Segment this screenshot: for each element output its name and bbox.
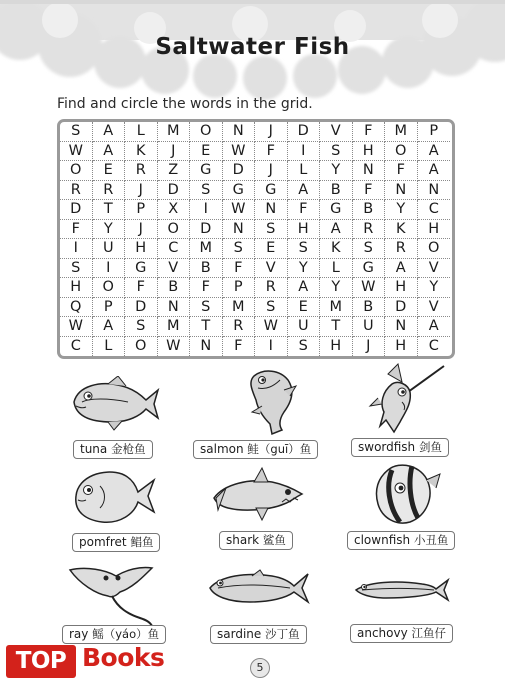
grid-cell[interactable]: D <box>190 220 223 240</box>
grid-cell[interactable]: A <box>288 181 321 201</box>
grid-cell[interactable]: P <box>125 200 158 220</box>
grid-cell[interactable]: X <box>158 200 191 220</box>
grid-cell[interactable]: C <box>428 338 439 355</box>
grid-cell[interactable]: F <box>190 278 223 298</box>
grid-cell[interactable]: N <box>190 337 223 357</box>
grid-cell[interactable]: Y <box>385 200 418 220</box>
grid-cell[interactable]: L <box>93 337 126 357</box>
grid-cell[interactable]: H <box>385 278 418 298</box>
grid-cell[interactable]: L <box>288 161 321 181</box>
grid-cell[interactable]: V <box>255 259 288 279</box>
label-swordfish-zh: 剑鱼 <box>419 440 442 454</box>
grid-cell[interactable]: J <box>158 142 191 162</box>
label-anchovy-en: anchovy <box>357 626 408 640</box>
grid-cell[interactable]: W <box>223 200 256 220</box>
grid-cell[interactable]: T <box>320 317 353 337</box>
grid-cell[interactable]: F <box>353 122 386 142</box>
label-anchovy-zh: 江鱼仔 <box>411 626 447 640</box>
instruction-text: Find and circle the words in the grid. <box>57 96 313 112</box>
label-tuna-zh: 金枪鱼 <box>111 442 146 456</box>
grid-cell[interactable]: A <box>418 317 451 337</box>
grid-cell[interactable]: I <box>93 259 126 279</box>
grid-cell[interactable]: F <box>288 200 321 220</box>
grid-cell[interactable]: B <box>353 200 386 220</box>
grid-cell[interactable]: I <box>255 337 288 357</box>
grid-cell[interactable]: J <box>125 181 158 201</box>
grid-cell[interactable]: R <box>60 181 93 201</box>
grid-cell[interactable]: S <box>353 239 386 259</box>
grid-cell[interactable]: D <box>125 298 158 318</box>
grid-cell[interactable]: E <box>93 161 126 181</box>
grid-cell[interactable]: F <box>385 161 418 181</box>
grid-cell[interactable]: K <box>385 220 418 240</box>
grid-cell[interactable]: P <box>418 122 451 142</box>
grid-cell[interactable]: B <box>353 298 386 318</box>
grid-cell[interactable]: L <box>320 259 353 279</box>
grid-cell[interactable]: N <box>255 200 288 220</box>
grid-cell[interactable]: S <box>288 337 321 357</box>
grid-cell[interactable]: G <box>190 161 223 181</box>
grid-cell[interactable]: H <box>385 337 418 357</box>
label-ray-en: ray <box>69 627 89 641</box>
grid-cell[interactable]: N <box>158 298 191 318</box>
grid-cell[interactable]: R <box>385 239 418 259</box>
grid-cell[interactable]: N <box>418 181 451 201</box>
label-clownfish-en: clownfish <box>354 533 411 547</box>
grid-cell[interactable]: T <box>93 200 126 220</box>
label-shark <box>219 531 293 550</box>
grid-cell[interactable]: J <box>255 122 288 142</box>
label-swordfish <box>351 438 449 457</box>
grid-cell[interactable]: I <box>60 239 93 259</box>
grid-cell[interactable]: H <box>125 239 158 259</box>
grid-cell[interactable]: G <box>320 200 353 220</box>
grid-cell[interactable]: S <box>320 142 353 162</box>
grid-cell[interactable]: V <box>418 298 451 318</box>
grid-cell[interactable]: M <box>320 298 353 318</box>
label-shark-zh: 鲨鱼 <box>262 533 286 547</box>
grid-cell[interactable]: O <box>190 122 223 142</box>
grid-cell[interactable]: P <box>93 298 126 318</box>
topbooks-logo <box>0 638 190 684</box>
grid-cell[interactable]: G <box>255 181 288 201</box>
grid-cell[interactable]: S <box>125 317 158 337</box>
grid-cell[interactable]: W <box>60 142 93 162</box>
grid-cell[interactable]: S <box>60 259 93 279</box>
grid-cell[interactable]: M <box>385 122 418 142</box>
grid-cell[interactable]: J <box>125 220 158 240</box>
logo-top-text: TOP <box>6 645 76 678</box>
grid-cell[interactable]: F <box>223 337 256 357</box>
grid-cell[interactable]: A <box>93 142 126 162</box>
grid-cell[interactable]: M <box>223 298 256 318</box>
grid-cell[interactable]: C <box>60 337 93 357</box>
grid-cell[interactable]: P <box>223 278 256 298</box>
grid-cell[interactable]: H <box>288 220 321 240</box>
grid-cell[interactable]: A <box>418 161 451 181</box>
grid-cell[interactable]: O <box>125 337 158 357</box>
grid-cell[interactable]: H <box>353 142 386 162</box>
grid-cell[interactable]: S <box>288 239 321 259</box>
grid-cell[interactable]: A <box>418 142 451 162</box>
grid-cell[interactable]: D <box>385 298 418 318</box>
grid-cell[interactable]: Y <box>418 278 451 298</box>
anchovy-illustration <box>352 576 450 604</box>
grid-cell[interactable]: B <box>190 259 223 279</box>
grid-cell[interactable]: O <box>418 239 451 259</box>
page-number: 5 <box>250 658 270 678</box>
grid-cell[interactable]: Z <box>158 161 191 181</box>
grid-cell[interactable]: D <box>60 200 93 220</box>
grid-cell[interactable]: R <box>93 181 126 201</box>
grid-cell[interactable]: G <box>125 259 158 279</box>
grid-cell[interactable]: N <box>385 181 418 201</box>
grid-cell[interactable]: K <box>320 239 353 259</box>
grid-cell[interactable]: N <box>223 122 256 142</box>
grid-cell[interactable]: N <box>353 161 386 181</box>
label-clownfish-zh: 小丑鱼 <box>413 533 449 547</box>
grid-cell[interactable]: R <box>353 220 386 240</box>
grid-cell[interactable]: F <box>353 181 386 201</box>
grid-cell[interactable]: I <box>190 200 223 220</box>
logo-books-text: Books <box>82 643 165 672</box>
grid-cell[interactable]: W <box>353 278 386 298</box>
grid-cell[interactable]: K <box>125 142 158 162</box>
label-pomfret <box>72 533 160 552</box>
grid-cell[interactable]: H <box>418 220 451 240</box>
label-shark-en: shark <box>226 533 260 547</box>
grid-cell[interactable]: G <box>223 181 256 201</box>
grid-cell[interactable]: H <box>320 337 353 357</box>
grid-cell[interactable]: O <box>158 220 191 240</box>
grid-cell[interactable]: Y <box>288 259 321 279</box>
grid-cell[interactable]: H <box>60 278 93 298</box>
grid-cell[interactable]: D <box>288 122 321 142</box>
grid-cell[interactable]: E <box>288 298 321 318</box>
grid-cell[interactable]: N <box>223 220 256 240</box>
grid-cell[interactable]: G <box>353 259 386 279</box>
tuna-illustration <box>68 376 160 432</box>
grid-cell[interactable]: Y <box>320 278 353 298</box>
pomfret-illustration <box>70 466 156 528</box>
word-search-grid[interactable] <box>60 122 450 356</box>
grid-cell[interactable]: Y <box>93 220 126 240</box>
ray-illustration <box>66 556 158 628</box>
grid-cell[interactable]: W <box>158 337 191 357</box>
label-ray-zh: 鳐（yáo）鱼 <box>92 627 160 641</box>
label-clownfish <box>347 531 455 550</box>
grid-cell[interactable]: V <box>418 259 451 279</box>
label-sardine-zh: 沙丁鱼 <box>265 627 300 641</box>
grid-cell[interactable]: D <box>158 181 191 201</box>
grid-cell[interactable]: I <box>288 142 321 162</box>
grid-cell[interactable]: U <box>288 317 321 337</box>
sardine-illustration <box>206 568 310 608</box>
salmon-illustration <box>240 366 304 436</box>
grid-cell[interactable]: E <box>190 142 223 162</box>
grid-cell[interactable]: V <box>320 122 353 142</box>
grid-cell[interactable]: M <box>190 239 223 259</box>
grid-cell[interactable]: J <box>353 337 386 357</box>
grid-cell[interactable]: Q <box>60 298 93 318</box>
grid-cell[interactable]: C <box>418 200 451 220</box>
grid-cell[interactable]: O <box>60 161 93 181</box>
grid-cell[interactable]: V <box>158 259 191 279</box>
label-tuna-en: tuna <box>80 442 108 456</box>
grid-cell[interactable]: D <box>223 161 256 181</box>
label-salmon-zh: 鲑（guī）鱼 <box>247 442 312 456</box>
grid-cell[interactable]: M <box>158 317 191 337</box>
grid-cell[interactable]: S <box>223 239 256 259</box>
grid-cell[interactable]: W <box>60 317 93 337</box>
grid-cell[interactable]: B <box>158 278 191 298</box>
label-anchovy <box>350 624 453 643</box>
grid-cell[interactable]: U <box>93 239 126 259</box>
page-title: Saltwater Fish <box>155 34 350 60</box>
grid-cell[interactable]: L <box>125 122 158 142</box>
grid-cell[interactable]: S <box>255 220 288 240</box>
shark-illustration <box>210 466 310 524</box>
label-sardine <box>210 625 307 644</box>
grid-cell[interactable]: N <box>385 317 418 337</box>
grid-cell[interactable]: E <box>255 239 288 259</box>
label-tuna <box>73 440 153 459</box>
grid-cell[interactable]: O <box>93 278 126 298</box>
grid-cell[interactable]: C <box>158 239 191 259</box>
grid-cell[interactable]: W <box>223 142 256 162</box>
grid-cell[interactable]: A <box>320 220 353 240</box>
grid-cell[interactable]: F <box>255 142 288 162</box>
grid-cell[interactable]: A <box>288 278 321 298</box>
grid-cell[interactable]: R <box>255 278 288 298</box>
grid-cell[interactable]: F <box>125 278 158 298</box>
label-pomfret-en: pomfret <box>79 535 127 549</box>
grid-cell[interactable]: A <box>93 317 126 337</box>
grid-cell[interactable]: W <box>255 317 288 337</box>
label-swordfish-en: swordfish <box>358 440 416 454</box>
label-salmon-en: salmon <box>200 442 244 456</box>
grid-cell[interactable]: F <box>223 259 256 279</box>
grid-cell[interactable]: S <box>255 298 288 318</box>
grid-cell[interactable]: M <box>158 122 191 142</box>
grid-cell[interactable]: A <box>93 122 126 142</box>
grid-cell[interactable]: S <box>60 122 93 142</box>
clownfish-illustration <box>370 460 444 528</box>
grid-cell[interactable]: S <box>190 181 223 201</box>
grid-cell[interactable]: O <box>385 142 418 162</box>
label-sardine-en: sardine <box>217 627 262 641</box>
grid-cell[interactable]: A <box>385 259 418 279</box>
grid-cell[interactable]: Y <box>320 161 353 181</box>
grid-cell[interactable]: U <box>353 317 386 337</box>
grid-cell[interactable]: R <box>223 317 256 337</box>
grid-cell[interactable]: B <box>320 181 353 201</box>
label-pomfret-zh: 鲳鱼 <box>130 535 154 549</box>
grid-cell[interactable]: F <box>60 220 93 240</box>
grid-cell[interactable]: S <box>190 298 223 318</box>
grid-cell[interactable]: J <box>255 161 288 181</box>
grid-cell[interactable]: T <box>190 317 223 337</box>
swordfish-illustration <box>368 362 448 434</box>
grid-cell[interactable]: R <box>125 161 158 181</box>
label-salmon <box>193 440 318 459</box>
